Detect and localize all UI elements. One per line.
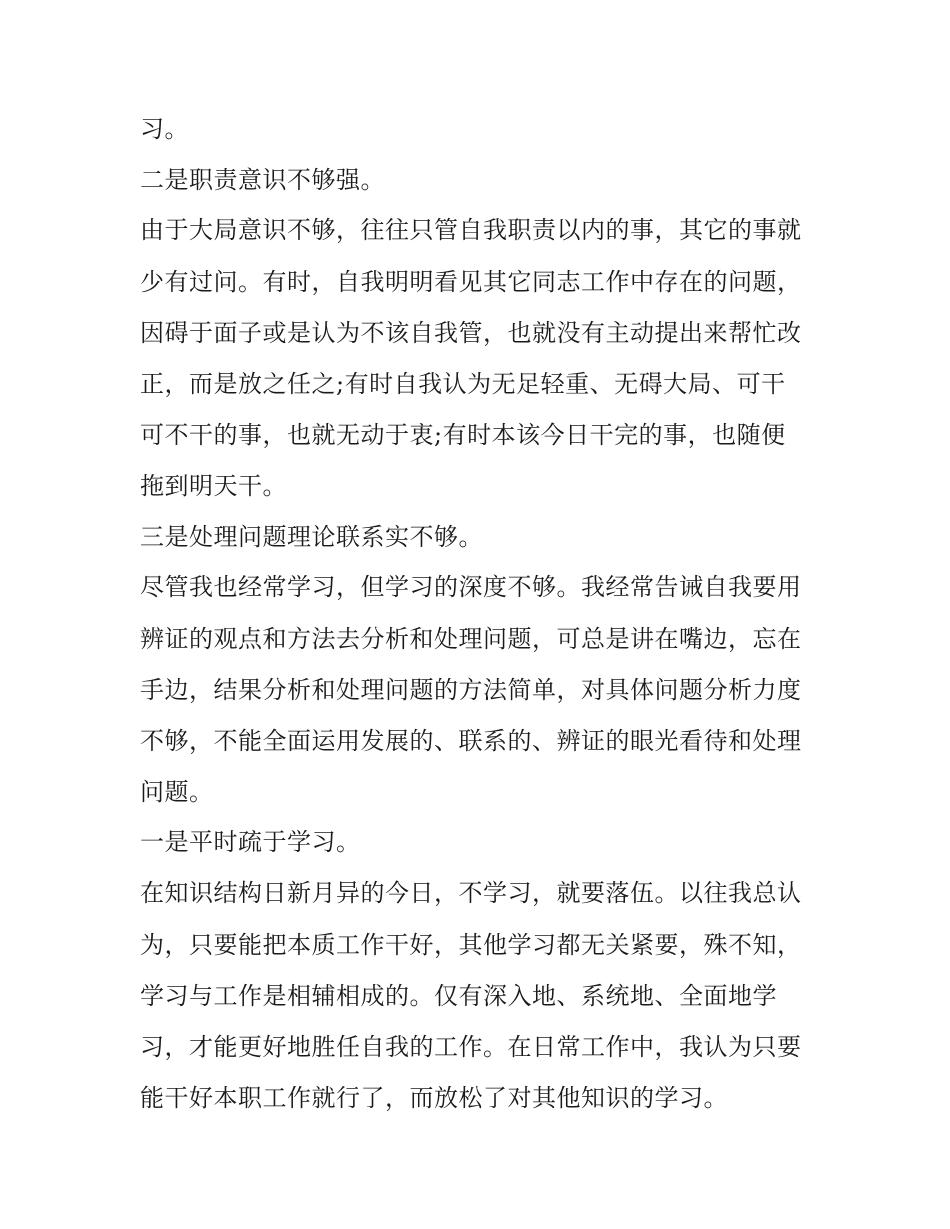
- section-heading: 二是职责意识不够强。: [140, 166, 385, 194]
- text-line: 正，而是放之任之;有时自我认为无足轻重、无碍大局、可干: [140, 370, 786, 398]
- text-line: 辨证的观点和方法去分析和处理问题，可总是讲在嘴边，忘在: [140, 625, 802, 653]
- text-line: 问题。: [140, 778, 214, 806]
- text-line: 手边，结果分析和处理问题的方法简单，对具体问题分析力度: [140, 676, 802, 704]
- text-line: 尽管我也经常学习，但学习的深度不够。我经常告诫自我要用: [140, 573, 802, 601]
- text-line: 习，才能更好地胜任自我的工作。在日常工作中，我认为只要: [140, 1033, 802, 1061]
- text-line: 为，只要能把本质工作干好，其他学习都无关紧要，殊不知，: [140, 931, 802, 959]
- text-line: 学习与工作是相辅相成的。仅有深入地、系统地、全面地学: [140, 982, 777, 1010]
- text-line: 习。: [140, 115, 189, 143]
- text-line: 可不干的事，也就无动于衷;有时本该今日干完的事，也随便: [140, 421, 786, 449]
- text-line: 能干好本职工作就行了，而放松了对其他知识的学习。: [140, 1084, 728, 1112]
- text-line: 因碍于面子或是认为不该自我管，也就没有主动提出来帮忙改: [140, 319, 802, 347]
- text-line: 拖到明天干。: [140, 472, 287, 500]
- text-line: 在知识结构日新月异的今日，不学习，就要落伍。以往我总认: [140, 879, 802, 907]
- section-heading: 三是处理问题理论联系实不够。: [140, 523, 483, 551]
- section-heading: 一是平时疏于学习。: [140, 828, 361, 856]
- text-line: 少有过问。有时，自我明明看见其它同志工作中存在的问题，: [140, 268, 802, 296]
- text-line: 由于大局意识不够，往往只管自我职责以内的事，其它的事就: [140, 216, 802, 244]
- text-line: 不够，不能全面运用发展的、联系的、辨证的眼光看待和处理: [140, 727, 802, 755]
